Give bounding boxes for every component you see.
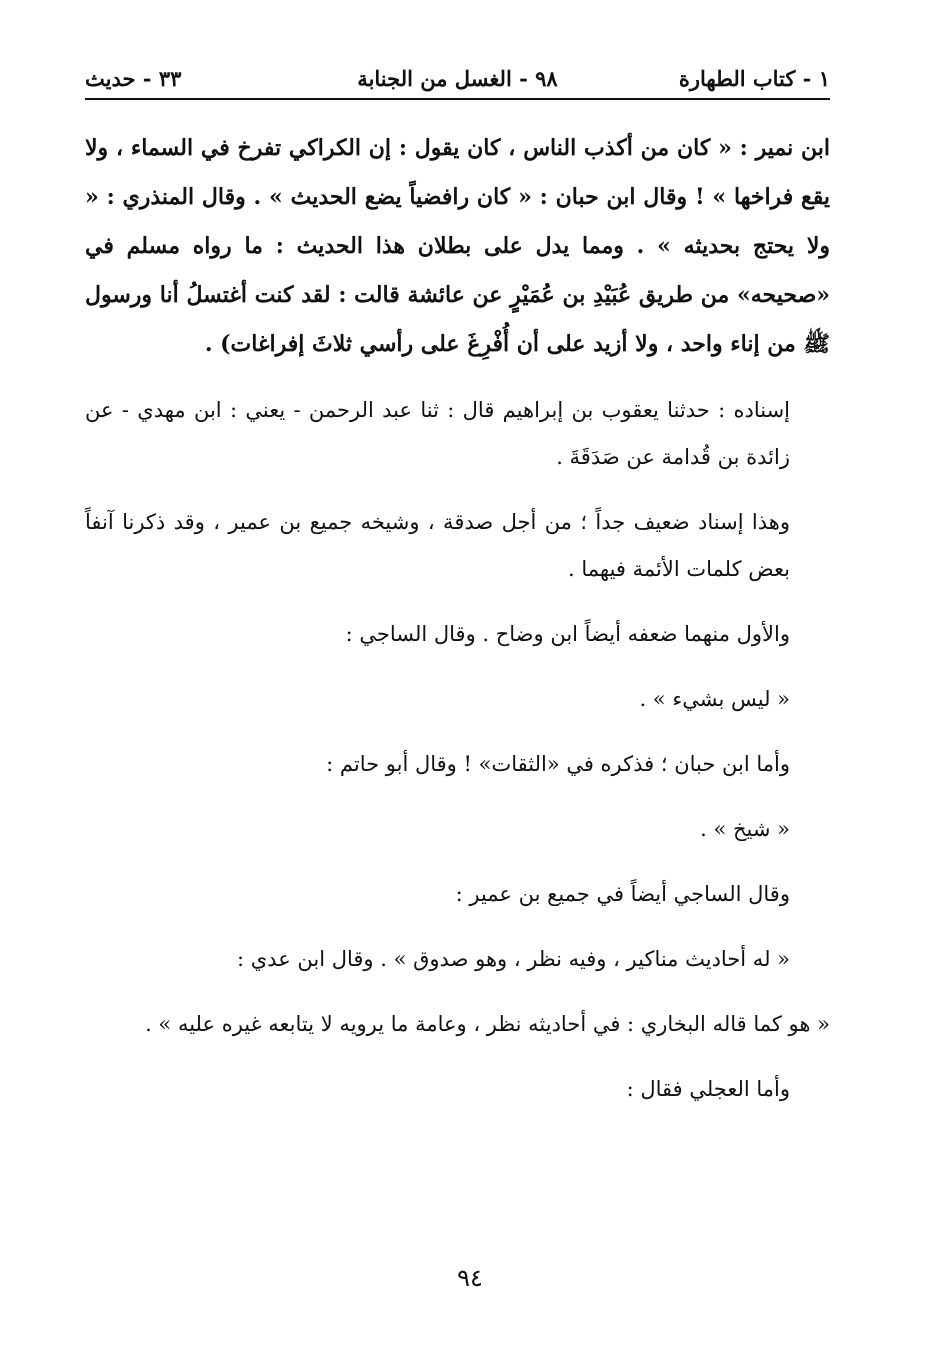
text-line: وأما ابن حبان ؛ فذكره في «الثقات» ! وقال أبو حاتم : — [326, 752, 790, 776]
footnote-continuation: ابن نمير : « كان من أكذب الناس ، كان يقول : إن الكراكي تفرخ في السماء ، ولا يقع فراخها » ! وقال ابن حبان : « كان رافضياً يضع الحديث » . وقال المنذري : « ولا يحتج بحديثه » . ومما يدل على بطلان هذا الحديث : ما رواه مسلم في «صحيحه» من طريق عُبَيْدِ بن عُمَيْرٍ عن عائشة قالت : لقد كنت أغتسلُ أنا ورسول ﷺ من إناء واحد ، ولا أزيد على أن أُفْرِغَ على رأسي ثلاثَ إفراغات) . — [85, 135, 830, 357]
weak-chain-paragraph: وهذا إسناد ضعيف جداً ؛ من أجل صدقة ، وشيخه جميع بن عمير ، وقد ذكرنا آنفاً بعض كلمات الأئمة فيهما . — [85, 510, 790, 581]
page-number: ٩٤ — [457, 1264, 483, 1292]
header-chapter-title: ٩٨ - الغسل من الجنابة — [357, 66, 558, 91]
text-line: والأول منهما ضعفه أيضاً ابن وضاح . وقال الساجي : — [345, 622, 790, 646]
quote-line: « له أحاديث مناكير ، وفيه نظر ، وهو صدوق » . وقال ابن عدي : — [236, 947, 790, 971]
text-line: وقال الساجي أيضاً في جميع بن عمير : — [455, 882, 790, 906]
quote-line: « ليس بشيء » . — [639, 687, 790, 711]
isnad-paragraph: إسناده : حدثنا يعقوب بن إبراهيم قال : ثنا عبد الرحمن - يعني : ابن مهدي - عن زائدة بن قُدامة عن صَدَقَةَ . — [85, 398, 790, 469]
page-body — [85, 124, 830, 1131]
text-line: وأما العجلي فقال : — [626, 1077, 790, 1101]
quote-line: « هو كما قاله البخاري : في أحاديثه نظر ، وعامة ما يرويه لا يتابعه غيره عليه » . — [145, 1012, 830, 1036]
running-header — [85, 62, 830, 100]
header-hadith-number: ٣٣ - حديث — [85, 66, 182, 91]
header-book-title: ١ - كتاب الطهارة — [678, 66, 830, 91]
quote-line: « شيخ » . — [700, 817, 790, 841]
